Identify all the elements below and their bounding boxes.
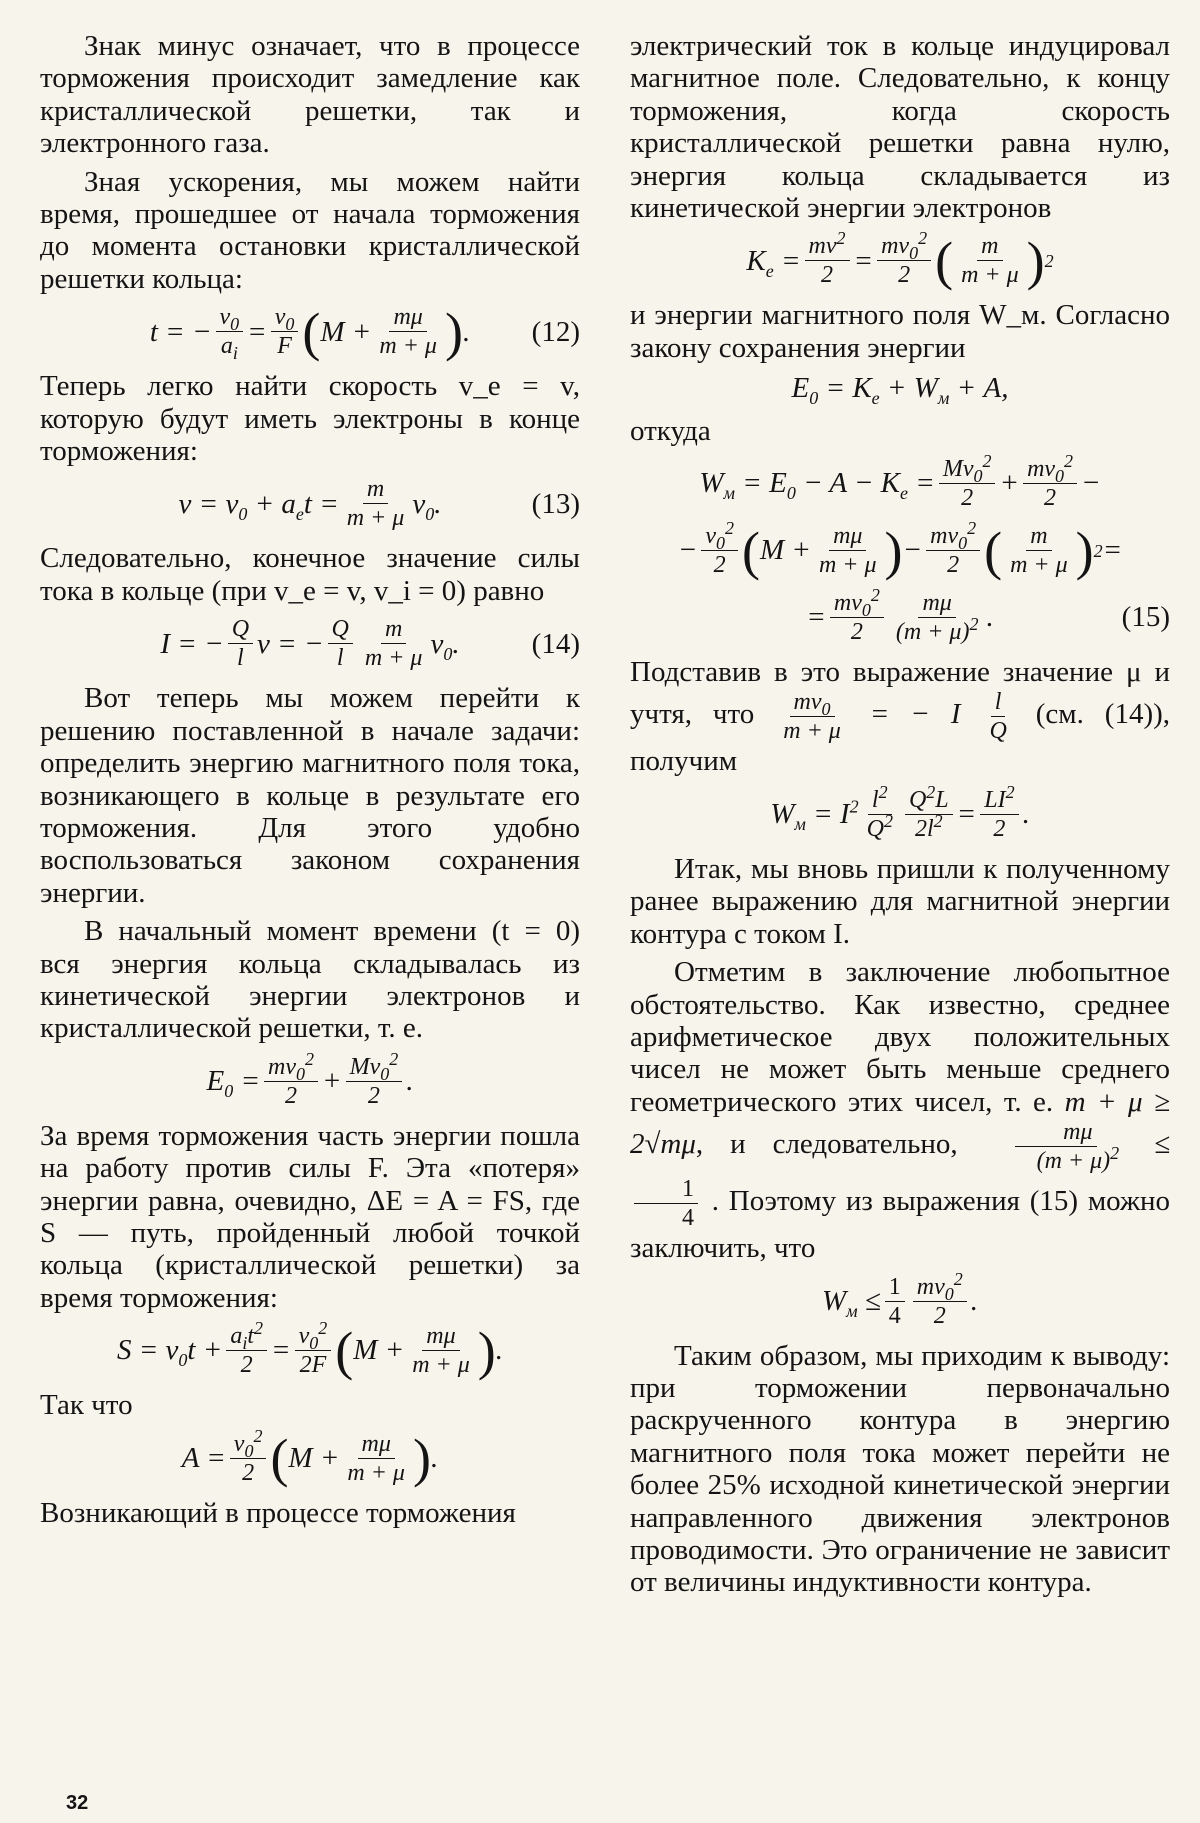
paragraph: Знак минус означает, что в процессе торможения происходит замедление как кристаллической решетки, так и электронного газа.: [40, 30, 580, 160]
paragraph: Вот теперь мы можем перейти к решению поставленной в начале задачи: определить энергию магнитного поля тока, возникающего в кольце в результате его торможения. Для этого удобно воспользоваться законом сохранения энергии.: [40, 682, 580, 909]
paragraph: Теперь легко найти скорость v_e = v, которую будут иметь электроны в конце торможения:: [40, 370, 580, 468]
equation-wm-result: $W_м = I^2$ $\frac{l^2}{Q^2}$ $\frac{Q^2L}{2l^2}$ = $\frac{LI^2}{2}$ .: [770, 781, 1030, 842]
equation-13: $v = v_0 + a_et$ = $\frac{m}{m + \mu}$ $v_0$. (13): [178, 476, 580, 532]
paragraph: Так что: [40, 1389, 133, 1422]
equation-energy-conservation: $E_0 = K_e + W_м + A$,: [791, 372, 1009, 409]
equation-14: I = − $\frac{Q}{l}$ v = − $\frac{Q}{l}$ $\frac{m}{m + \mu}$ $v_0$. (14): [160, 616, 580, 672]
paragraph-part: Подставив в это выражение значение μ и учтя, что: [630, 656, 1170, 731]
equation-number: (15): [1121, 601, 1170, 634]
paragraph: откуда: [630, 414, 711, 447]
equation-path: $S = v_0t$ + $\frac{a_it^2}{2}$ = $\frac{v_0^2}{2F}$ ( M + $\frac{m\mu}{m + \mu}$ ) .: [116, 1318, 504, 1381]
equation-15-line2: − $\frac{v_0^2}{2}$ ( M + $\frac{m\mu}{m + \mu}$ ) − $\frac{mv_0^2}{2}$ ( $\frac{m}{m + \mu}$ ) 2 =: [677, 518, 1123, 581]
paragraph: Отметим в заключение любопытное обстоятельство. Как известно, среднее арифметическое двух положительных чисел не может быть меньше среднего геометрического этих чисел, т. е. m + μ ≥ 2√mμ, и следовательно, $\frac{m\mu}{(m + \mu)^2}$ ≤ $\frac{1}{4}$ . Поэтому из выражения (15) можно заключить, что: [630, 956, 1171, 1265]
equation-number: (12): [531, 315, 580, 348]
paragraph: Следовательно, конечное значение силы тока в кольце (при v_e = v, v_i = 0) равно: [40, 542, 580, 607]
equation-inequality: $W_м$ ≤ $\frac{1}{4}$ $\frac{mv_0^2}{2}$ .: [821, 1268, 979, 1329]
page-number: 32: [66, 1792, 89, 1814]
paragraph: Таким образом, мы приходим к выводу: при торможении первоначально раскрученного контура в энергию магнитного поля тока может перейти не более 25% исходной кинетической энергии направленного движения электронов проводимости. Это ограничение не зависит от величины индуктивности контура.: [630, 1339, 1170, 1599]
equation-work: A = $\frac{v_0^2}{2}$ ( M + $\frac{m\mu}{m + \mu}$ ) .: [181, 1425, 439, 1489]
paragraph: За время торможения часть энергии пошла на работу против силы F. Эта «потеря» энергии равна, очевидно, ΔE = A = FS, где S — путь, пройденный любой точкой кольца (кристаллической решетки) за время торможения:: [40, 1119, 580, 1314]
document-page: [40, 30, 1170, 1790]
equation-number: (13): [531, 487, 580, 520]
paragraph-part: . Поэтому из выражения (15) можно заключить, что: [630, 1185, 1170, 1265]
paragraph-part: (см. (14)), получим: [630, 698, 1171, 778]
paragraph-part: и следовательно,: [730, 1128, 958, 1161]
paragraph: В начальный момент времени (t = 0) вся энергия кольца складывалась из кинетической энергии электронов и кристаллической решетки, т. е.: [40, 915, 580, 1045]
paragraph: Зная ускорения, мы можем найти время, прошедшее от начала торможения до момента остановки кристаллической решетки кольца:: [40, 165, 580, 295]
equation-15-line1: $W_м = E_0 - A - K_e$ = $\frac{Mv_0^2}{2}$ + $\frac{mv_0^2}{2}$ −: [699, 451, 1101, 512]
left-column: [40, 30, 580, 1535]
equation-number: (14): [531, 627, 580, 660]
equation-e0: $E_0$ = $\frac{mv_0^2}{2}$ + $\frac{Mv_0^2}{2}$ .: [206, 1048, 414, 1109]
right-column: [630, 30, 1170, 1605]
paragraph-part: Отметим в заключение любопытное обстоятельство. Как известно, среднее арифметическое двух положительных чисел не может быть меньше среднего геометрического этих чисел, т. е.: [630, 956, 1170, 1118]
paragraph: электрический ток в кольце индуцировал магнитное поле. Следовательно, к концу торможения, когда скорость кристаллической решетки равна нулю, энергия кольца складывается из кинетической энергии электронов: [630, 30, 1170, 225]
paragraph: Итак, мы вновь пришли к полученному ранее выражению для магнитной энергии контура с током I.: [630, 852, 1170, 950]
equation-12: t = − $\frac{v_0}{a_i}$ = $\frac{v_0}{F}$ ( M + $\frac{m\mu}{m + \mu}$ ) . (12): [149, 301, 580, 364]
paragraph: Подставив в это выражение значение μ и учтя, что $\frac{mv_0}{m + \mu}$ = − I $\frac{l}{Q}$ (см. (14)), получим: [630, 656, 1171, 778]
paragraph: Возникающий в процессе торможения: [40, 1496, 516, 1529]
paragraph: и энергии магнитного поля W_м. Согласно закону сохранения энергии: [630, 299, 1170, 364]
equation-15-line3: = $\frac{mv_0^2}{2}$ $\frac{m\mu}{(m + \mu)^2}$ . (15): [806, 585, 1170, 646]
equation-ke: $K_e$ = $\frac{mv^2}{2}$ = $\frac{mv_0^2}{2}$ ( $\frac{m}{m + \mu}$ ) 2: [746, 228, 1054, 291]
